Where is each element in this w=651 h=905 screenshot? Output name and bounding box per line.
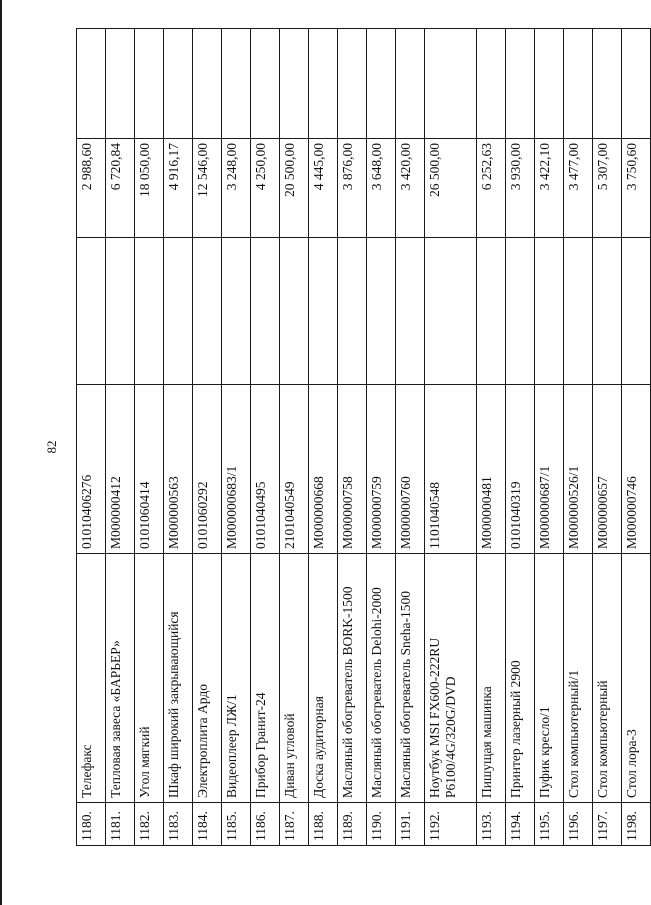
table-row [164, 29, 193, 846]
row-number-cell: 1185. [222, 803, 251, 846]
inventory-number-cell: M000000481 [477, 385, 506, 554]
row-number-cell: 1181. [106, 803, 135, 846]
inventory-number-cell: 0101040495 [251, 385, 280, 554]
item-name-cell: Ноутбук MSI FX600-222RU P6100/4G/320G/DVD [425, 554, 477, 803]
table-row [593, 29, 622, 846]
empty-cell [193, 238, 222, 385]
item-name-cell: Пуфик кресло/1 [535, 554, 564, 803]
price-cell: 3 750,60 [622, 139, 651, 238]
inventory-number-cell: 2101040549 [280, 385, 309, 554]
price-cell: 6 720,84 [106, 139, 135, 238]
table-row [367, 29, 396, 846]
empty-cell [77, 29, 106, 139]
table-row [280, 29, 309, 846]
item-name-cell: Телефакс [77, 554, 106, 803]
empty-cell [222, 29, 251, 139]
table-row [106, 29, 135, 846]
price-cell: 4 916,17 [164, 139, 193, 238]
empty-cell [309, 238, 338, 385]
page-number: 82 [44, 440, 59, 454]
inventory-number-cell: M000000746 [622, 385, 651, 554]
row-number-cell: 1184. [193, 803, 222, 846]
item-name-cell: Пишущая машинка [477, 554, 506, 803]
inventory-number-cell: 1101040548 [425, 385, 477, 554]
empty-cell [477, 29, 506, 139]
item-name-cell: Масляный обогреватель BORK-1500 [338, 554, 367, 803]
empty-cell [367, 29, 396, 139]
empty-cell [280, 238, 309, 385]
inventory-number-cell: M000000760 [396, 385, 425, 554]
row-number-cell: 1180. [77, 803, 106, 846]
empty-cell [535, 238, 564, 385]
row-number-cell: 1189. [338, 803, 367, 846]
row-number-cell: 1197. [593, 803, 622, 846]
table-row [396, 29, 425, 846]
empty-cell [280, 29, 309, 139]
row-number-cell: 1186. [251, 803, 280, 846]
empty-cell [193, 29, 222, 139]
price-cell: 18 050,00 [135, 139, 164, 238]
row-number-cell: 1198. [622, 803, 651, 846]
empty-cell [367, 238, 396, 385]
empty-cell [135, 238, 164, 385]
table-row [309, 29, 338, 846]
inventory-number-cell: 0101060414 [135, 385, 164, 554]
inventory-number-cell: M000000683/1 [222, 385, 251, 554]
item-name-cell: Масляный обогреватель Delohi-2000 [367, 554, 396, 803]
empty-cell [338, 238, 367, 385]
item-name-cell: Стол компьютерный [593, 554, 622, 803]
item-name-cell: Видеоплеер ЛЖ/1 [222, 554, 251, 803]
row-number-cell: 1183. [164, 803, 193, 846]
item-name-cell: Масляный обогреватель Sneha-1500 [396, 554, 425, 803]
empty-cell [506, 238, 535, 385]
item-name-cell: Стол компьютерный/1 [564, 554, 593, 803]
item-name-cell: Угол мягкий [135, 554, 164, 803]
table-row [77, 29, 106, 846]
price-cell: 3 422,10 [535, 139, 564, 238]
price-cell: 3 248,00 [222, 139, 251, 238]
table-row [425, 29, 477, 846]
row-number-cell: 1182. [135, 803, 164, 846]
table-row [193, 29, 222, 846]
empty-cell [564, 29, 593, 139]
rotated-table-block [76, 28, 639, 846]
price-cell: 3 420,00 [396, 139, 425, 238]
item-name-cell: Шкаф широкий закрывающийся [164, 554, 193, 803]
table-row [477, 29, 506, 846]
price-cell: 26 500,00 [425, 139, 477, 238]
empty-cell [164, 238, 193, 385]
empty-cell [309, 29, 338, 139]
empty-cell [164, 29, 193, 139]
empty-cell [106, 238, 135, 385]
empty-cell [396, 29, 425, 139]
row-number-cell: 1196. [564, 803, 593, 846]
table-row [135, 29, 164, 846]
price-cell: 4 445,00 [309, 139, 338, 238]
row-number-cell: 1191. [396, 803, 425, 846]
table-row [506, 29, 535, 846]
table-row [222, 29, 251, 846]
table-row [564, 29, 593, 846]
inventory-number-cell: M000000412 [106, 385, 135, 554]
row-number-cell: 1195. [535, 803, 564, 846]
price-cell: 3 477,00 [564, 139, 593, 238]
row-number-cell: 1193. [477, 803, 506, 846]
empty-cell [506, 29, 535, 139]
empty-cell [622, 238, 651, 385]
empty-cell [425, 29, 477, 139]
inventory-table-body [77, 29, 651, 846]
empty-cell [251, 238, 280, 385]
price-cell: 2 988,60 [77, 139, 106, 238]
item-name-cell: Прибор Гранит-24 [251, 554, 280, 803]
empty-cell [251, 29, 280, 139]
table-row [251, 29, 280, 846]
item-name-cell: Стол лора-3 [622, 554, 651, 803]
inventory-number-cell: M000000526/1 [564, 385, 593, 554]
price-cell: 12 546,00 [193, 139, 222, 238]
table-row [535, 29, 564, 846]
price-cell: 20 500,00 [280, 139, 309, 238]
empty-cell [593, 238, 622, 385]
empty-cell [622, 29, 651, 139]
table-row [338, 29, 367, 846]
inventory-number-cell: M000000563 [164, 385, 193, 554]
inventory-number-cell: 01010406276 [77, 385, 106, 554]
empty-cell [222, 238, 251, 385]
table-row [622, 29, 651, 846]
item-name-cell: Доска аудиторная [309, 554, 338, 803]
empty-cell [77, 238, 106, 385]
price-cell: 5 307,00 [593, 139, 622, 238]
empty-cell [477, 238, 506, 385]
item-name-cell: Электроплита Ардо [193, 554, 222, 803]
inventory-number-cell: 0101060292 [193, 385, 222, 554]
price-cell: 6 252,63 [477, 139, 506, 238]
item-name-cell: Принтер лазерный 2900 [506, 554, 535, 803]
item-name-cell: Тепловая завеса «БАРЬЕР» [106, 554, 135, 803]
inventory-number-cell: M000000687/1 [535, 385, 564, 554]
empty-cell [425, 238, 477, 385]
inventory-table [76, 28, 651, 846]
inventory-number-cell: 0101040319 [506, 385, 535, 554]
inventory-number-cell: M000000758 [338, 385, 367, 554]
price-cell: 4 250,00 [251, 139, 280, 238]
row-number-cell: 1190. [367, 803, 396, 846]
item-name-cell: Диван угловой [280, 554, 309, 803]
inventory-number-cell: M000000657 [593, 385, 622, 554]
row-number-cell: 1192. [425, 803, 477, 846]
row-number-cell: 1194. [506, 803, 535, 846]
empty-cell [338, 29, 367, 139]
inventory-number-cell: M000000668 [309, 385, 338, 554]
price-cell: 3 930,00 [506, 139, 535, 238]
row-number-cell: 1187. [280, 803, 309, 846]
scan-edge-line [0, 0, 2, 905]
inventory-number-cell: M000000759 [367, 385, 396, 554]
empty-cell [106, 29, 135, 139]
empty-cell [535, 29, 564, 139]
price-cell: 3 648,00 [367, 139, 396, 238]
empty-cell [593, 29, 622, 139]
price-cell: 3 876,00 [338, 139, 367, 238]
empty-cell [135, 29, 164, 139]
inventory-table-container [76, 28, 639, 846]
empty-cell [396, 238, 425, 385]
row-number-cell: 1188. [309, 803, 338, 846]
empty-cell [564, 238, 593, 385]
